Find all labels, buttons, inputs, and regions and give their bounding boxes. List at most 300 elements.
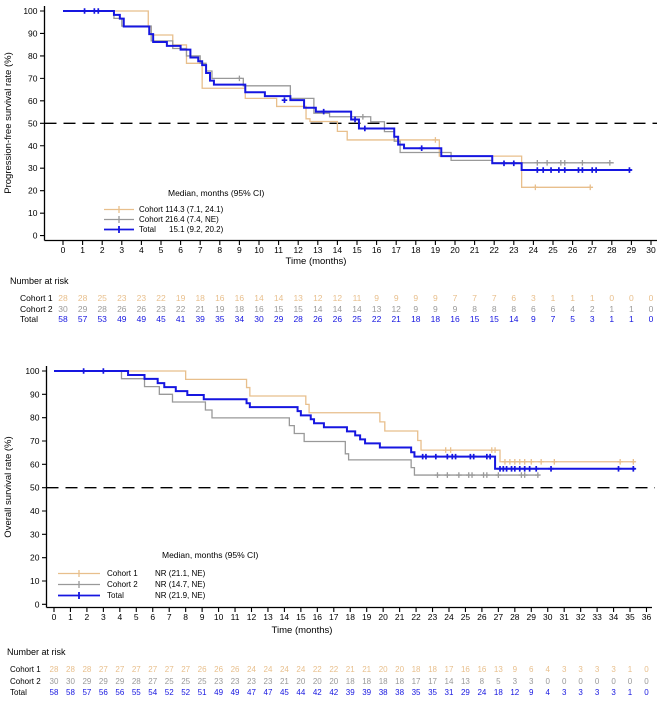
os-x-tick-label: 4: [117, 612, 123, 622]
risk-count: 58: [49, 687, 59, 697]
pfs-x-tick-label: 18: [411, 245, 421, 255]
risk-count: 14: [273, 293, 284, 303]
risk-count: 3: [561, 687, 567, 697]
pfs-legend-median-cohort2: 16.4 (7.4, NE): [169, 214, 219, 224]
risk-count: 28: [49, 665, 59, 674]
risk-count: 27: [148, 665, 158, 674]
os-legend-label-cohort1: Cohort 1: [107, 569, 138, 578]
risk-count: 18: [493, 687, 503, 697]
risk-count: 23: [214, 676, 224, 686]
risk-count: 14: [332, 303, 343, 314]
risk-count: 21: [195, 303, 205, 314]
risk-count: 45: [156, 314, 166, 324]
os-legend-row-cohort2: [58, 579, 258, 590]
pfs-legend-median-total: 15.1 (9.2, 20.2): [169, 224, 224, 234]
risk-count: 34: [234, 314, 245, 324]
risk-count: 20: [395, 665, 405, 674]
os-x-tick-label: 5: [133, 612, 139, 622]
os-x-tick-label: 2: [84, 612, 90, 622]
os-legend-header: Median, months (95% CI): [162, 550, 259, 560]
os-risk-row-total: [0, 688, 666, 698]
os-y-tick-label: 80: [30, 412, 40, 423]
os-x-tick-label: 12: [246, 612, 257, 622]
risk-count: 0: [627, 676, 633, 686]
pfs-x-tick-label: 17: [391, 245, 401, 255]
risk-count: 5: [496, 676, 501, 686]
risk-count: 38: [395, 687, 405, 697]
risk-count: 16: [477, 665, 487, 674]
pfs-legend: [104, 188, 264, 234]
os-x-tick-label: 15: [296, 612, 306, 622]
pfs-x-tick-label: 4: [139, 245, 144, 255]
pfs-x-tick-label: 20: [450, 245, 460, 255]
risk-count: 21: [391, 314, 401, 324]
risk-count: 27: [148, 676, 158, 686]
risk-count: 47: [263, 687, 273, 697]
risk-count: 16: [254, 303, 264, 314]
risk-count: 26: [197, 665, 207, 674]
os-y-ticks: [42, 371, 47, 604]
os-legend-label-cohort2: Cohort 2: [107, 580, 138, 589]
risk-count: 15: [273, 303, 284, 314]
cohort1-line-swatch-icon: [58, 569, 100, 578]
risk-count: 25: [181, 676, 191, 686]
risk-count: 44: [296, 687, 306, 697]
risk-count: 25: [164, 676, 174, 686]
risk-count: 29: [115, 676, 125, 686]
risk-count: 54: [148, 687, 158, 697]
os-x-tick-label: 31: [559, 612, 569, 622]
pfs-legend-row-cohort1: [104, 204, 264, 214]
os-x-tick-label: 29: [526, 612, 537, 622]
risk-count: 13: [493, 665, 503, 674]
os-curve-cohort2: [54, 371, 540, 475]
risk-count: 26: [313, 314, 323, 324]
risk-count: 3: [561, 665, 567, 674]
risk-count: 27: [131, 665, 141, 674]
pfs-x-tick-label: 27: [587, 245, 597, 255]
pfs-x-tick-label: 12: [293, 245, 303, 255]
risk-count: 28: [66, 665, 75, 674]
risk-count: 9: [374, 293, 379, 303]
risk-count: 1: [629, 303, 634, 314]
risk-count: 26: [230, 665, 240, 674]
pfs-x-tick-label: 10: [254, 245, 264, 255]
os-y-axis-label: Overall survival rate (%): [3, 436, 14, 538]
risk-count: 1: [629, 314, 634, 324]
risk-count: 0: [644, 687, 649, 697]
risk-count: 57: [77, 314, 88, 324]
risk-count: 9: [413, 303, 419, 314]
risk-count: 13: [293, 293, 303, 303]
risk-count: 49: [230, 687, 240, 697]
os-x-tick-label: 35: [625, 612, 635, 622]
risk-count: 18: [428, 665, 437, 674]
risk-count: 55: [131, 687, 141, 697]
pfs-x-tick-label: 3: [119, 245, 125, 255]
risk-count: 9: [433, 303, 438, 314]
risk-count: 22: [329, 665, 339, 674]
risk-count: 16: [234, 293, 245, 303]
risk-count: 23: [117, 293, 127, 303]
risk-count: 26: [332, 314, 343, 324]
risk-count: 35: [411, 687, 421, 697]
risk-count: 49: [117, 314, 127, 324]
os-risk-row-cohort2: [0, 677, 666, 687]
risk-count: 29: [98, 676, 108, 686]
risk-count: 6: [529, 665, 534, 674]
pfs-x-tick-label: 15: [352, 245, 362, 255]
risk-count: 1: [589, 293, 595, 303]
risk-count: 4: [570, 303, 575, 314]
risk-count: 22: [371, 314, 382, 324]
risk-count: 12: [332, 293, 343, 303]
risk-count: 9: [433, 293, 438, 303]
risk-count: 47: [247, 687, 256, 697]
os-x-tick-label: 13: [263, 612, 273, 622]
risk-count: 4: [545, 665, 550, 674]
risk-count: 22: [156, 293, 166, 303]
os-risk-label-total: Total: [10, 687, 27, 697]
os-x-tick-label: 28: [510, 612, 520, 622]
pfs-risk-label-cohort1: Cohort 1: [20, 293, 53, 303]
os-x-tick-label: 26: [477, 612, 487, 622]
risk-count: 27: [181, 665, 191, 674]
os-y-tick-label: 10: [30, 575, 40, 586]
risk-count: 8: [511, 303, 517, 314]
os-y-tick-label: 60: [30, 459, 40, 470]
risk-count: 35: [215, 314, 225, 324]
pfs-y-tick-label: 70: [28, 73, 38, 84]
risk-count: 0: [594, 676, 600, 686]
risk-count: 7: [452, 293, 458, 303]
risk-count: 19: [175, 293, 186, 303]
risk-count: 0: [648, 293, 654, 303]
risk-count: 21: [362, 665, 372, 674]
pfs-x-tick-label: 19: [430, 245, 441, 255]
pfs-x-tick-label: 0: [60, 245, 66, 255]
risk-count: 52: [181, 687, 191, 697]
risk-count: 20: [378, 665, 388, 674]
risk-count: 8: [479, 676, 485, 686]
os-x-tick-label: 34: [608, 612, 619, 622]
pfs-risk-row-cohort1: [0, 293, 666, 303]
pfs-risk-label-total: Total: [20, 314, 38, 324]
pfs-y-tick-label: 40: [28, 140, 38, 151]
risk-count: 3: [578, 665, 583, 674]
pfs-y-tick-label: 10: [28, 208, 38, 219]
risk-count: 27: [164, 665, 174, 674]
risk-count: 1: [609, 303, 615, 314]
pfs-risk-row-cohort2: [0, 304, 666, 314]
os-risk-label-cohort2: Cohort 2: [10, 676, 41, 686]
risk-count: 0: [611, 676, 616, 686]
risk-count: 8: [491, 303, 497, 314]
pfs-x-tick-label: 5: [158, 245, 164, 255]
os-legend: [58, 550, 258, 601]
pfs-y-ticks: [40, 11, 45, 236]
risk-count: 24: [296, 665, 306, 674]
risk-count: 49: [136, 314, 147, 324]
os-x-tick-label: 19: [361, 612, 372, 622]
risk-count: 53: [97, 314, 107, 324]
pfs-legend-header: Median, months (95% CI): [168, 188, 265, 198]
risk-count: 18: [234, 303, 245, 314]
risk-count: 56: [115, 687, 125, 697]
risk-count: 9: [452, 303, 458, 314]
total-line-swatch-icon: [104, 225, 134, 234]
pfs-x-tick-label: 6: [178, 245, 183, 255]
pfs-x-tick-label: 22: [489, 245, 499, 255]
risk-count: 57: [82, 687, 92, 697]
os-x-tick-label: 25: [460, 612, 471, 622]
os-x-tick-label: 33: [592, 612, 602, 622]
os-y-tick-label: 0: [34, 599, 40, 610]
risk-count: 20: [312, 676, 322, 686]
risk-count: 30: [66, 676, 75, 686]
pfs-x-tick-label: 14: [332, 245, 343, 255]
os-x-tick-label: 36: [641, 612, 652, 622]
risk-count: 58: [66, 687, 75, 697]
os-x-tick-label: 30: [543, 612, 553, 622]
risk-count: 16: [450, 314, 460, 324]
risk-count: 17: [444, 665, 454, 674]
pfs-legend-median-cohort1: 14.3 (7.1, 24.1): [169, 204, 224, 214]
risk-count: 1: [609, 314, 615, 324]
risk-count: 12: [391, 303, 401, 314]
risk-count: 25: [97, 293, 107, 303]
risk-count: 0: [578, 676, 583, 686]
risk-count: 18: [430, 314, 441, 324]
risk-count: 5: [570, 314, 575, 324]
risk-count: 23: [247, 676, 256, 686]
os-legend-median-total: NR (21.9, NE): [155, 591, 206, 600]
pfs-y-tick-label: 80: [28, 50, 38, 61]
risk-count: 28: [82, 665, 92, 674]
total-line-swatch-icon: [58, 591, 100, 600]
risk-count: 13: [371, 303, 382, 314]
risk-count: 12: [313, 293, 323, 303]
risk-count: 9: [512, 665, 518, 674]
risk-count: 14: [352, 303, 362, 314]
risk-count: 6: [531, 303, 536, 314]
risk-count: 24: [247, 665, 256, 674]
pfs-x-tick-label: 2: [99, 245, 105, 255]
risk-count: 56: [98, 687, 108, 697]
risk-count: 27: [115, 665, 125, 674]
risk-count: 0: [609, 293, 615, 303]
os-legend-median-cohort1: NR (21.1, NE): [155, 569, 206, 578]
risk-count: 3: [578, 687, 583, 697]
os-curve-total: [54, 371, 635, 469]
risk-count: 18: [411, 314, 421, 324]
risk-count: 45: [279, 687, 289, 697]
risk-count: 23: [156, 303, 166, 314]
os-risk-table-header: Number at risk: [7, 647, 66, 657]
os-x-tick-label: 8: [183, 612, 189, 622]
risk-count: 3: [529, 676, 534, 686]
os-legend-median-cohort2: NR (14.7, NE): [155, 580, 206, 589]
risk-count: 7: [472, 293, 477, 303]
pfs-y-tick-label: 50: [28, 118, 38, 129]
pfs-x-ticks: [63, 241, 651, 246]
risk-count: 42: [312, 687, 322, 697]
risk-count: 38: [378, 687, 388, 697]
pfs-risk-table-header: Number at risk: [10, 276, 69, 286]
pfs-y-axis-label: Progression-free survival rate (%): [3, 52, 14, 194]
risk-count: 29: [460, 687, 470, 697]
pfs-x-tick-label: 1: [80, 245, 85, 255]
pfs-x-tick-label: 8: [217, 245, 223, 255]
pfs-x-tick-label: 24: [528, 245, 539, 255]
risk-count: 14: [444, 676, 454, 686]
risk-count: 14: [509, 314, 519, 324]
risk-count: 24: [263, 665, 273, 674]
risk-count: 12: [510, 687, 520, 697]
risk-count: 18: [362, 676, 372, 686]
risk-count: 29: [273, 314, 284, 324]
risk-count: 28: [131, 676, 141, 686]
risk-count: 1: [550, 293, 556, 303]
pfs-y-tick-label: 90: [28, 28, 38, 39]
risk-count: 1: [627, 665, 633, 674]
pfs-y-tick-label: 100: [23, 6, 38, 16]
os-x-axis-label: Time (months): [271, 625, 333, 636]
os-x-tick-label: 7: [166, 612, 172, 622]
os-x-tick-label: 0: [51, 612, 57, 622]
pfs-legend-label-total: Total: [139, 224, 156, 234]
os-curve-cohort1: [54, 371, 635, 462]
pfs-x-tick-label: 29: [626, 245, 637, 255]
os-x-tick-label: 3: [101, 612, 106, 622]
pfs-curve-cohort1: [63, 11, 590, 187]
risk-count: 18: [195, 293, 205, 303]
os-y-tick-label: 100: [25, 366, 40, 376]
risk-count: 1: [627, 687, 633, 697]
risk-count: 23: [136, 293, 147, 303]
pfs-x-tick-label: 30: [646, 245, 656, 255]
risk-count: 30: [49, 676, 59, 686]
os-x-tick-label: 17: [329, 612, 339, 622]
os-x-tick-label: 9: [199, 612, 205, 622]
risk-count: 28: [77, 293, 88, 303]
cohort2-line-swatch-icon: [104, 215, 134, 224]
os-x-tick-label: 24: [444, 612, 454, 622]
risk-count: 14: [313, 303, 323, 314]
pfs-y-tick-label: 20: [28, 185, 38, 196]
os-x-tick-label: 23: [427, 612, 438, 622]
pfs-legend-label-cohort2: Cohort 2: [139, 214, 170, 224]
os-x-tick-label: 10: [213, 612, 224, 622]
risk-count: 23: [263, 676, 273, 686]
risk-count: 0: [644, 665, 649, 674]
pfs-x-tick-label: 9: [237, 245, 242, 255]
risk-count: 20: [296, 676, 306, 686]
pfs-x-tick-label: 16: [371, 245, 382, 255]
risk-count: 26: [117, 303, 127, 314]
risk-count: 22: [175, 303, 186, 314]
os-x-tick-label: 14: [279, 612, 290, 622]
cohort1-line-swatch-icon: [104, 205, 134, 214]
risk-count: 42: [329, 687, 339, 697]
risk-count: 15: [293, 303, 303, 314]
pfs-x-tick-label: 26: [567, 245, 578, 255]
pfs-curve-cohort2: [63, 11, 614, 163]
risk-count: 11: [352, 293, 362, 303]
risk-count: 14: [254, 293, 264, 303]
os-y-tick-label: 50: [30, 482, 40, 493]
pfs-x-axis-label: Time (months): [285, 256, 347, 267]
risk-count: 16: [460, 665, 470, 674]
os-legend-row-cohort1: [58, 568, 258, 579]
os-x-tick-label: 1: [68, 612, 73, 622]
risk-count: 17: [428, 676, 437, 686]
risk-count: 26: [136, 303, 147, 314]
risk-count: 3: [611, 665, 616, 674]
pfs-x-tick-label: 13: [313, 245, 323, 255]
risk-count: 7: [491, 293, 497, 303]
risk-count: 22: [312, 665, 322, 674]
risk-count: 29: [77, 303, 88, 314]
risk-count: 18: [411, 665, 421, 674]
risk-count: 3: [589, 314, 595, 324]
pfs-x-tick-label: 28: [607, 245, 617, 255]
pfs-legend-row-cohort2: [104, 214, 264, 224]
risk-count: 0: [648, 314, 654, 324]
risk-count: 16: [215, 293, 225, 303]
risk-count: 25: [197, 676, 207, 686]
risk-count: 9: [531, 314, 536, 324]
pfs-censor-marks-total: [82, 8, 632, 173]
risk-count: 24: [477, 687, 487, 697]
risk-count: 3: [594, 665, 600, 674]
risk-count: 39: [345, 687, 355, 697]
risk-count: 0: [629, 293, 634, 303]
risk-count: 8: [472, 303, 477, 314]
risk-count: 30: [58, 303, 68, 314]
risk-count: 18: [395, 676, 405, 686]
risk-count: 25: [352, 314, 362, 324]
risk-count: 3: [611, 687, 616, 697]
pfs-x-tick-label: 11: [274, 245, 284, 255]
pfs-y-tick-label: 60: [28, 95, 38, 106]
risk-count: 4: [545, 687, 550, 697]
risk-count: 28: [293, 314, 303, 324]
risk-count: 0: [561, 676, 567, 686]
risk-count: 39: [195, 314, 205, 324]
risk-count: 58: [58, 314, 68, 324]
pfs-y-tick-label: 30: [28, 163, 38, 174]
os-x-tick-label: 27: [493, 612, 504, 622]
os-y-tick-label: 20: [30, 552, 40, 563]
pfs-legend-label-cohort1: Cohort 1: [139, 204, 170, 214]
os-x-tick-label: 20: [378, 612, 388, 622]
risk-count: 28: [97, 303, 107, 314]
risk-count: 6: [550, 303, 556, 314]
risk-count: 0: [545, 676, 550, 686]
risk-count: 52: [164, 687, 174, 697]
pfs-x-tick-label: 21: [469, 245, 480, 255]
os-x-tick-label: 6: [150, 612, 156, 622]
os-y-tick-label: 30: [30, 529, 40, 540]
os-legend-label-total: Total: [107, 591, 124, 600]
pfs-legend-row-total: [104, 224, 264, 234]
risk-count: 26: [214, 665, 224, 674]
risk-count: 2: [589, 303, 595, 314]
os-x-tick-label: 32: [575, 612, 586, 622]
pfs-y-tick-label: 0: [32, 230, 38, 241]
risk-count: 3: [531, 293, 536, 303]
